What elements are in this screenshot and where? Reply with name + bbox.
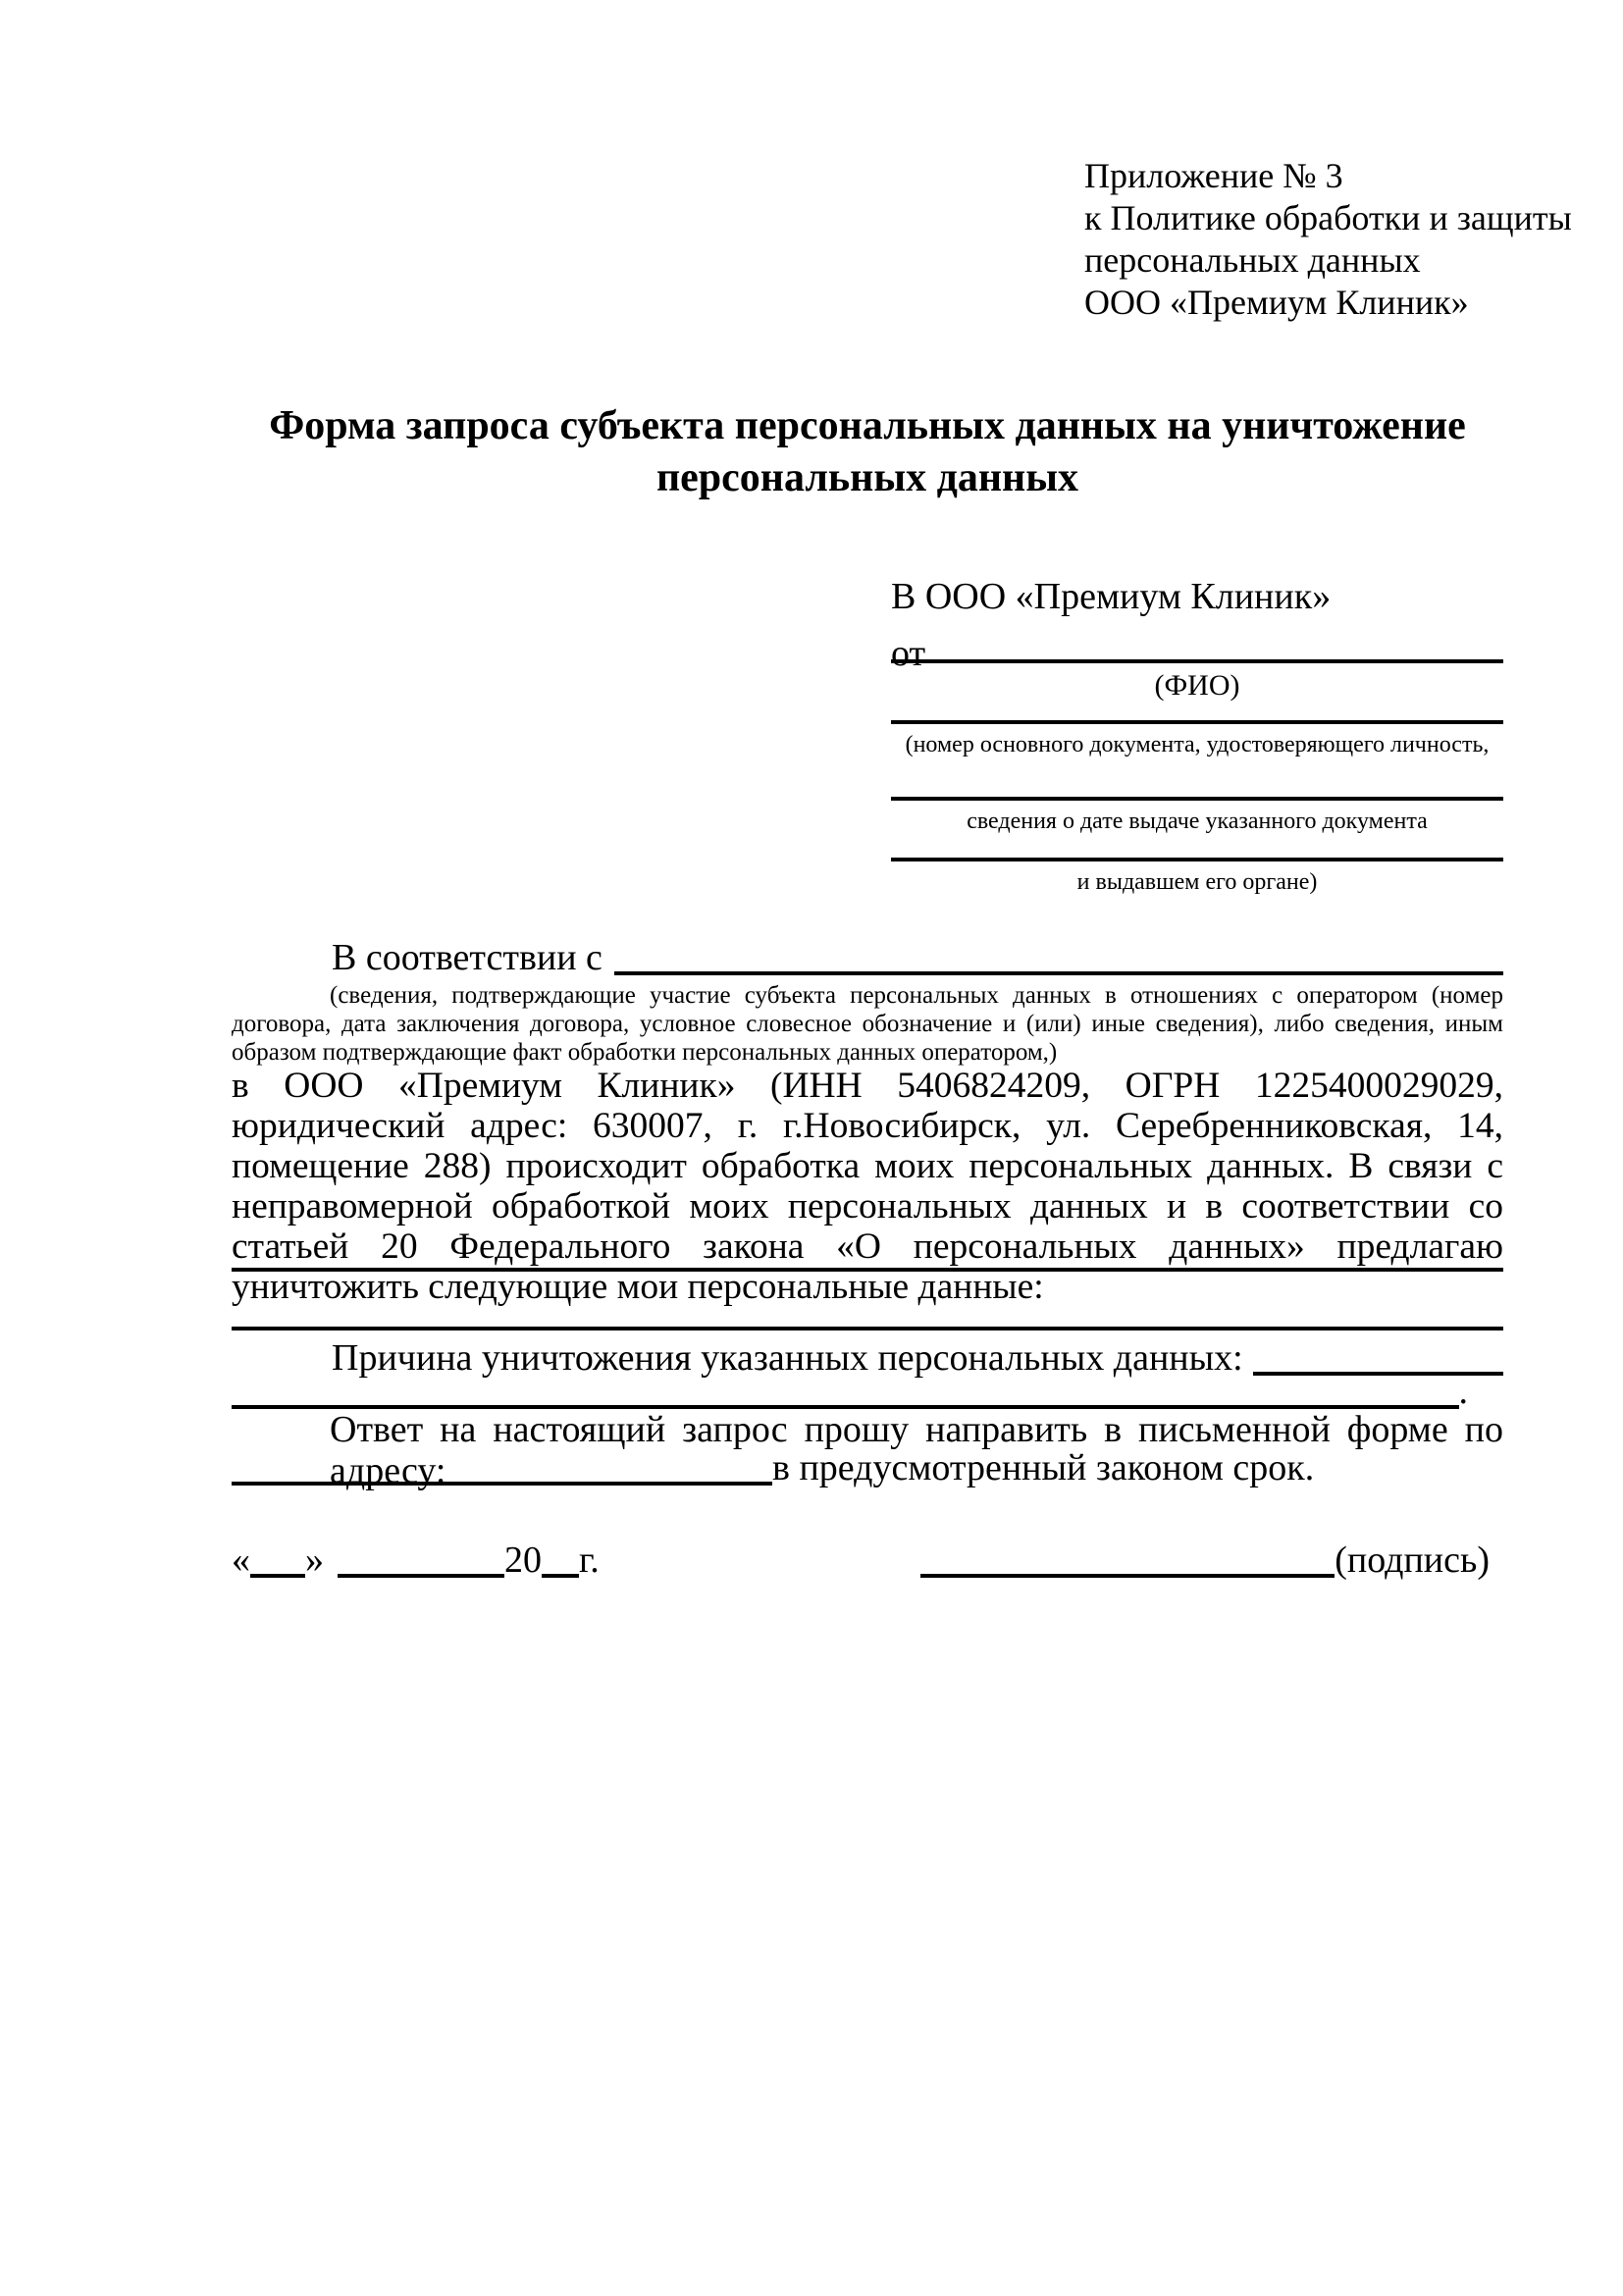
accordance-note: (сведения, подтверждающие участие субъекта персональных данных в отношениях с оператором (номер договора, дата заключения договора, условное словесное обозначение и (или) иные сведения), либо сведения, иным образом подтверждающие факт обработки персональных данных оператором,) (232, 982, 1503, 1066)
title-line-2: персональных данных (655, 455, 1079, 500)
id-doc-caption-2: сведения о дате выдаче указанного документа (967, 809, 1428, 834)
document-title (232, 400, 1503, 504)
title-line-1: Форма запроса субъекта персональных данных на уничтожение (269, 403, 1466, 448)
date-month-blank (338, 1544, 504, 1578)
data-blank-line-2 (232, 1327, 1503, 1331)
id-doc-blank-line-1 (891, 720, 1503, 724)
address-blank-line (232, 1448, 772, 1486)
reason-period: . (1458, 1371, 1468, 1412)
annex-header-line: ООО «Премиум Клиник» (1084, 283, 1469, 322)
date-year-suffix: г. (579, 1539, 600, 1581)
date-day-blank (250, 1544, 305, 1578)
signature-group (920, 1539, 1503, 1582)
id-doc-blank-line-2 (891, 797, 1503, 801)
response-address-row (232, 1448, 1503, 1487)
accordance-row (232, 938, 1503, 977)
annex-header-line: персональных данных (1084, 240, 1421, 280)
accordance-blank-line (614, 938, 1503, 975)
signature-blank-line (920, 1544, 1335, 1578)
fio-caption: (ФИО) (1154, 669, 1240, 702)
signature-caption: (подпись) (1335, 1539, 1490, 1581)
date-year-prefix: 20 (504, 1539, 542, 1581)
date-close-quote: » (305, 1539, 324, 1581)
reason-continuation-row (232, 1372, 1503, 1411)
addressee-to: В ООО «Премиум Клиник» (891, 576, 1332, 617)
id-doc-caption-1: (номер основного документа, удостоверяющего личность, (905, 732, 1490, 757)
data-blank-line-1 (232, 1268, 1503, 1272)
date-group (232, 1539, 600, 1582)
reason-blank-line-2 (232, 1372, 1459, 1409)
annex-header-line: Приложение № 3 (1084, 156, 1343, 195)
date-open-quote: « (232, 1539, 250, 1581)
id-doc-caption-3: и выдавшем его органе) (1076, 869, 1318, 895)
date-signature-row (232, 1539, 1503, 1582)
id-doc-blank-line-3 (891, 858, 1503, 861)
response-sentence: Ответ на настоящий запрос прошу направить в письменной форме по адресу: (330, 1409, 1503, 1491)
fio-blank-line (891, 659, 1503, 663)
paragraph-indent (232, 938, 332, 977)
addressee-from-label: от (891, 633, 926, 674)
accordance-label: В соответствии с (332, 937, 602, 978)
annex-header-line: к Политике обработки и защиты (1084, 198, 1572, 237)
date-year-blank (542, 1544, 579, 1578)
response-tail: в предусмотренный законом срок. (772, 1447, 1315, 1488)
annex-header (1084, 155, 1572, 324)
reason-label: Причина уничтожения указанных персональных данных: (332, 1337, 1243, 1379)
main-paragraph: в ООО «Премиум Клиник» (ИНН 5406824209, ОГРН 1225400029029, юридический адрес: 630007, г. г.Новосибирск, ул. Серебренниковская, 14, помещение 288) происходит обработка моих персональных данных. В связи с неправомерной обработкой моих персональных данных и в соответствии со статьей 20 Федерального закона «О персональных данных» предлагаю уничтожить следующие мои персональные данные: (232, 1066, 1503, 1307)
